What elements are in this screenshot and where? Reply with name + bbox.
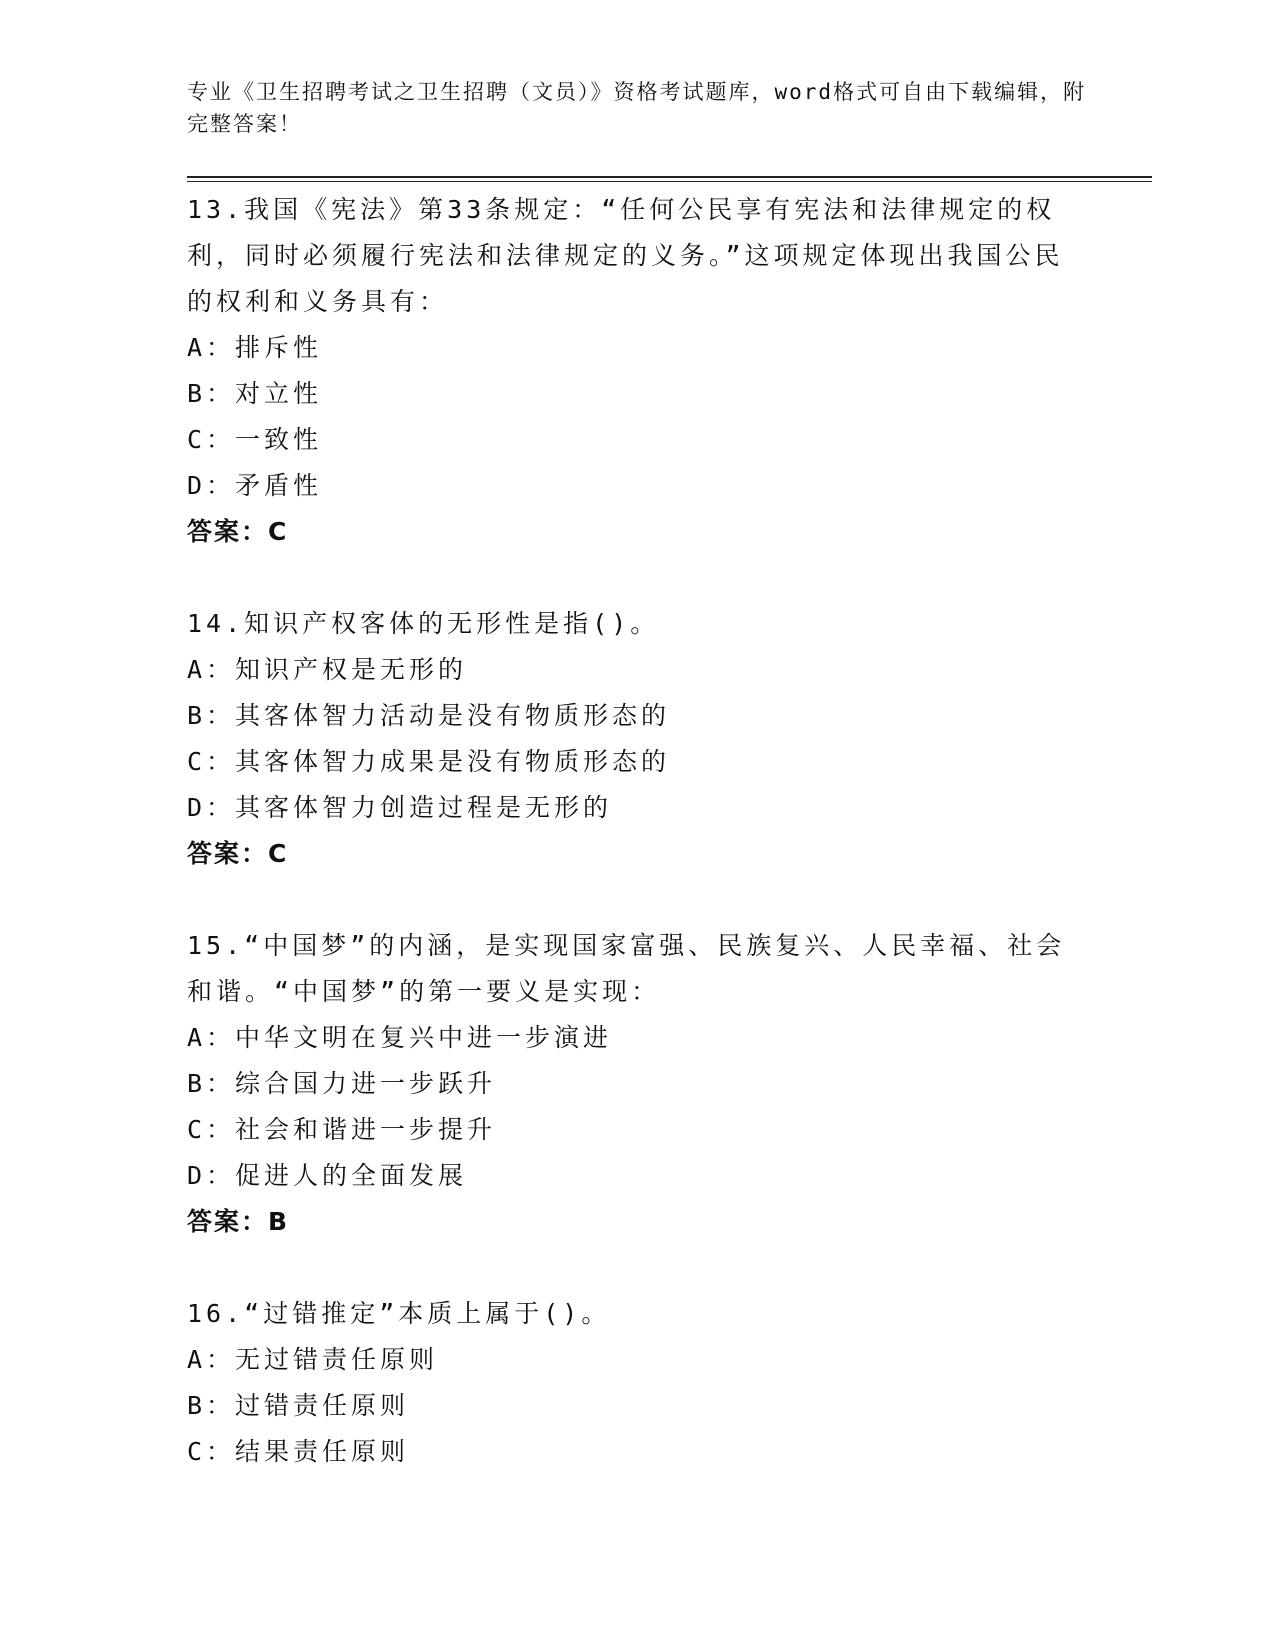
option-c: C：其客体智力成果是没有物质形态的 (187, 747, 671, 776)
question-text: 15.“中国梦”的内涵，是实现国家富强、民族复兴、人民幸福、社会和谐。“中国梦”的第一要义是实现： (187, 931, 1066, 1006)
option-b: B：过错责任原则 (187, 1391, 410, 1420)
option-a: A：知识产权是无形的 (187, 655, 468, 684)
question-text: 16.“过错推定”本质上属于()。 (187, 1299, 611, 1328)
question-15 (187, 923, 1087, 1291)
option-a: A：排斥性 (187, 333, 323, 362)
option-c: C：一致性 (187, 425, 323, 454)
document-header: 专业《卫生招聘考试之卫生招聘（文员）》资格考试题库，word格式可自由下载编辑，附完整答案！ (187, 80, 1087, 136)
option-b: B：其客体智力活动是没有物质形态的 (187, 701, 671, 730)
option-c: C：结果责任原则 (187, 1437, 410, 1466)
option-c: C：社会和谐进一步提升 (187, 1115, 497, 1144)
option-a: A：无过错责任原则 (187, 1345, 439, 1374)
header-divider-thick (187, 176, 1152, 178)
header-divider-thin (187, 181, 1152, 182)
question-list (187, 187, 1087, 1475)
option-d: D：矛盾性 (187, 471, 323, 500)
answer: 答案：C (187, 839, 289, 868)
question-16 (187, 1291, 1087, 1475)
question-13 (187, 187, 1087, 601)
option-b: B：综合国力进一步跃升 (187, 1069, 497, 1098)
option-d: D：其客体智力创造过程是无形的 (187, 793, 613, 822)
answer: 答案：C (187, 517, 289, 546)
answer: 答案：B (187, 1207, 290, 1236)
spacer (187, 1245, 1087, 1291)
option-a: A：中华文明在复兴中进一步演进 (187, 1023, 613, 1052)
question-text: 14.知识产权客体的无形性是指()。 (187, 609, 660, 638)
option-d: D：促进人的全面发展 (187, 1161, 468, 1190)
spacer (187, 877, 1087, 923)
question-14 (187, 601, 1087, 923)
question-text: 13.我国《宪法》第33条规定：“任何公民享有宪法和法律规定的权利，同时必须履行宪法和法律规定的义务。”这项规定体现出我国公民的权利和义务具有： (187, 195, 1064, 316)
option-b: B：对立性 (187, 379, 323, 408)
spacer (187, 555, 1087, 601)
